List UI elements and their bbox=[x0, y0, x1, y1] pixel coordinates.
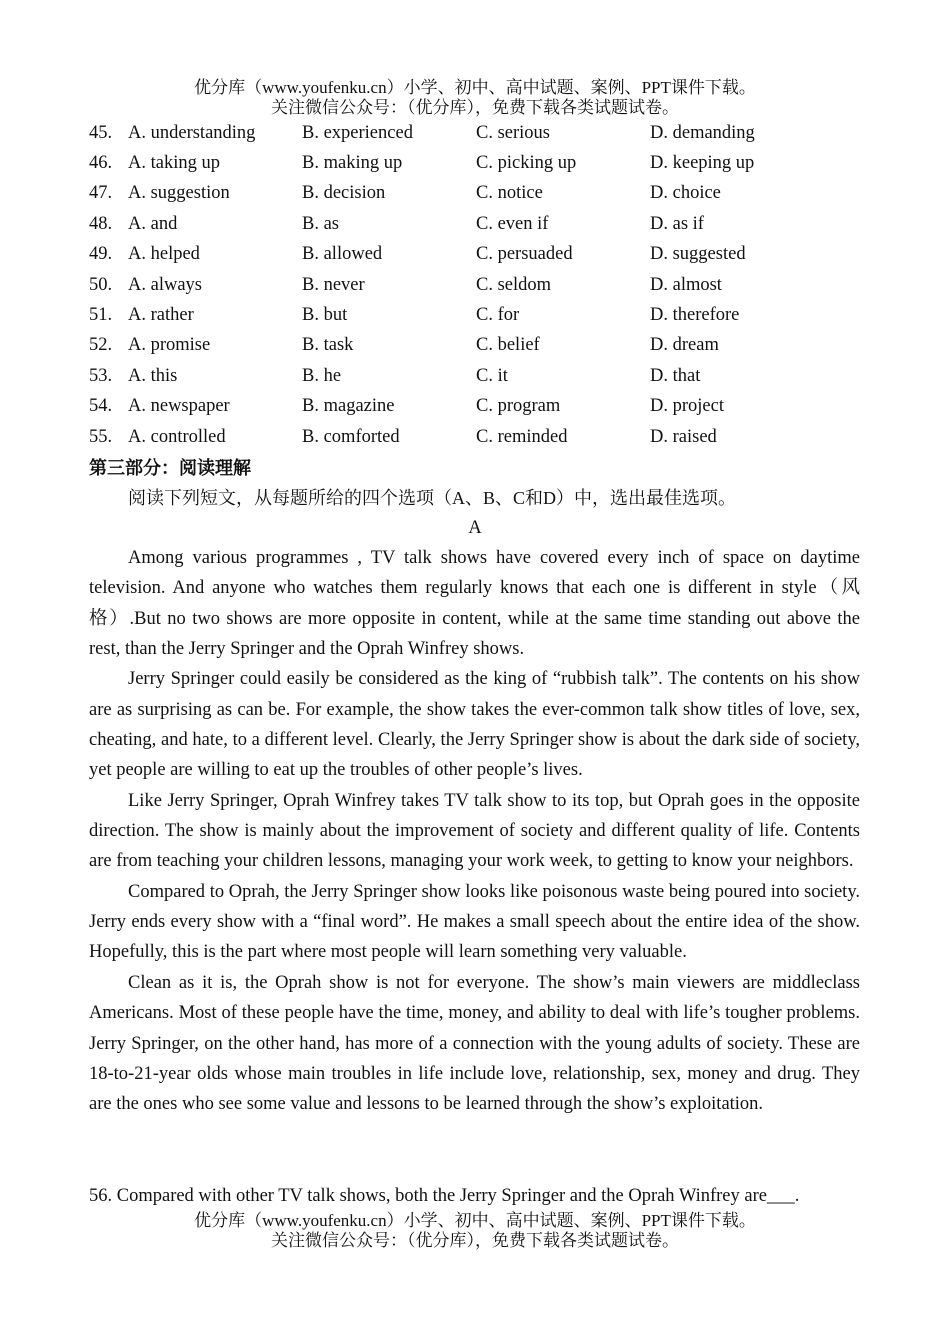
question-56: 56. Compared with other TV talk shows, both the Jerry Springer and the Oprah Winfrey are___. bbox=[89, 1186, 800, 1206]
passage-paragraph: Compared to Oprah, the Jerry Springer show looks like poisonous waste being poured into society. Jerry ends every show with a “final word”. He makes a small speech about the entire idea of the show. Hopefully, this is the part where most people will learn something very valuable. bbox=[89, 881, 860, 963]
footer-line-1: 优分库（www.youfenku.cn）小学、初中、高中试题、案例、PPT课件下载。 bbox=[194, 1211, 756, 1230]
option-row bbox=[89, 270, 869, 300]
option-c: C. program bbox=[476, 396, 561, 417]
question-number: 53. bbox=[89, 365, 113, 386]
reading-passage bbox=[89, 543, 860, 1120]
option-c: C. picking up bbox=[476, 153, 577, 174]
option-c: C. it bbox=[476, 365, 508, 386]
section-instruction: 阅读下列短文，从每题所给的四个选项（A、B、C和D）中，选出最佳选项。 bbox=[128, 488, 737, 508]
option-a: A. and bbox=[128, 213, 178, 234]
header-line-2: 关注微信公众号：（优分库），免费下载各类试题试卷。 bbox=[271, 98, 679, 117]
option-b: B. decision bbox=[302, 183, 386, 204]
section-title: 第三部分：阅读理解 bbox=[89, 458, 251, 478]
option-b: B. he bbox=[302, 365, 342, 386]
option-a: A. promise bbox=[128, 335, 211, 356]
passage-paragraph: Jerry Springer could easily be considered as the king of “rubbish talk”. The contents on his show are as surprising as can be. For example, the show takes the ever-common talk show titles of love, sex, cheating, and hate, to a different level. Clearly, the Jerry Springer show is about the dark side of society, yet people are willing to eat up the troubles of other people’s lives. bbox=[89, 669, 860, 781]
header-line-1: 优分库（www.youfenku.cn）小学、初中、高中试题、案例、PPT课件下载。 bbox=[194, 78, 756, 97]
option-b: B. as bbox=[302, 213, 339, 234]
option-c: C. persuaded bbox=[476, 244, 573, 265]
option-b: B. experienced bbox=[302, 122, 413, 143]
option-row bbox=[89, 148, 869, 178]
option-a: A. controlled bbox=[128, 426, 226, 447]
option-d: D. almost bbox=[650, 274, 722, 295]
option-d: D. choice bbox=[650, 183, 721, 204]
option-c: C. serious bbox=[476, 122, 550, 143]
option-c: C. seldom bbox=[476, 274, 552, 295]
footer-line-2: 关注微信公众号：（优分库），免费下载各类试题试卷。 bbox=[271, 1231, 679, 1250]
question-number: 45. bbox=[89, 122, 113, 143]
passage-paragraph: Clean as it is, the Oprah show is not for everyone. The show’s main viewers are middleclass Americans. Most of these people have the time, money, and ability to deal with life’s tougher problems. Jerry Springer, on the other hand, has more of a connection with the young adults of society. These are 18-to-21-year olds whose main troubles in life include love, relationship, sex, money and drug. They are the ones who see some value and lessons to be learned through the show’s exploitation. bbox=[89, 972, 860, 1115]
option-d: D. raised bbox=[650, 426, 717, 447]
passage-paragraph: Among various programmes , TV talk shows have covered every inch of space on daytime television. And anyone who watches them regularly knows that each one is different in style（风格）.But no two shows are more opposite in content, while at the same time standing out above the rest, than the Jerry Springer and the Oprah Winfrey shows. bbox=[89, 548, 860, 660]
option-c: C. even if bbox=[476, 213, 549, 234]
question-number: 47. bbox=[89, 183, 113, 204]
option-c: C. notice bbox=[476, 183, 543, 204]
question-number: 49. bbox=[89, 244, 113, 265]
question-number: 51. bbox=[89, 305, 113, 326]
passage-label: A bbox=[468, 518, 482, 538]
page-footer bbox=[0, 1211, 950, 1251]
option-b: B. comforted bbox=[302, 426, 400, 447]
option-row bbox=[89, 392, 869, 422]
question-number: 50. bbox=[89, 274, 113, 295]
passage-paragraph: Like Jerry Springer, Oprah Winfrey takes TV talk show to its top, but Oprah goes in the opposite direction. The show is mainly about the improvement of society and different quality of life. Contents are from teaching your children lessons, managing your work week, to getting to know your neighbors. bbox=[89, 790, 860, 872]
option-a: A. suggestion bbox=[128, 183, 230, 204]
option-row bbox=[89, 422, 869, 452]
option-b: B. making up bbox=[302, 153, 403, 174]
option-c: C. belief bbox=[476, 335, 540, 356]
option-row bbox=[89, 240, 869, 270]
option-row bbox=[89, 209, 869, 239]
option-d: D. project bbox=[650, 396, 724, 417]
answer-options-list bbox=[89, 118, 869, 452]
option-d: D. therefore bbox=[650, 305, 740, 326]
option-a: A. newspaper bbox=[128, 396, 230, 417]
option-row bbox=[89, 361, 869, 391]
option-d: D. dream bbox=[650, 335, 719, 356]
option-row bbox=[89, 118, 869, 148]
option-a: A. this bbox=[128, 365, 178, 386]
question-number: 46. bbox=[89, 153, 113, 174]
option-a: A. rather bbox=[128, 305, 194, 326]
question-number: 54. bbox=[89, 396, 113, 417]
option-b: B. but bbox=[302, 305, 348, 326]
option-a: A. helped bbox=[128, 244, 200, 265]
option-d: D. demanding bbox=[650, 122, 755, 143]
option-a: A. taking up bbox=[128, 153, 220, 174]
option-d: D. as if bbox=[650, 213, 704, 234]
option-b: B. allowed bbox=[302, 244, 383, 265]
option-d: D. that bbox=[650, 365, 701, 386]
option-row bbox=[89, 331, 869, 361]
option-d: D. suggested bbox=[650, 244, 746, 265]
question-number: 55. bbox=[89, 426, 113, 447]
option-d: D. keeping up bbox=[650, 153, 755, 174]
option-b: B. task bbox=[302, 335, 354, 356]
question-number: 48. bbox=[89, 213, 113, 234]
option-row bbox=[89, 179, 869, 209]
option-b: B. magazine bbox=[302, 396, 395, 417]
option-a: A. understanding bbox=[128, 122, 256, 143]
question-number: 52. bbox=[89, 335, 113, 356]
option-c: C. reminded bbox=[476, 426, 568, 447]
page-header bbox=[0, 78, 950, 118]
option-c: C. for bbox=[476, 305, 520, 326]
option-b: B. never bbox=[302, 274, 365, 295]
option-row bbox=[89, 300, 869, 330]
option-a: A. always bbox=[128, 274, 202, 295]
